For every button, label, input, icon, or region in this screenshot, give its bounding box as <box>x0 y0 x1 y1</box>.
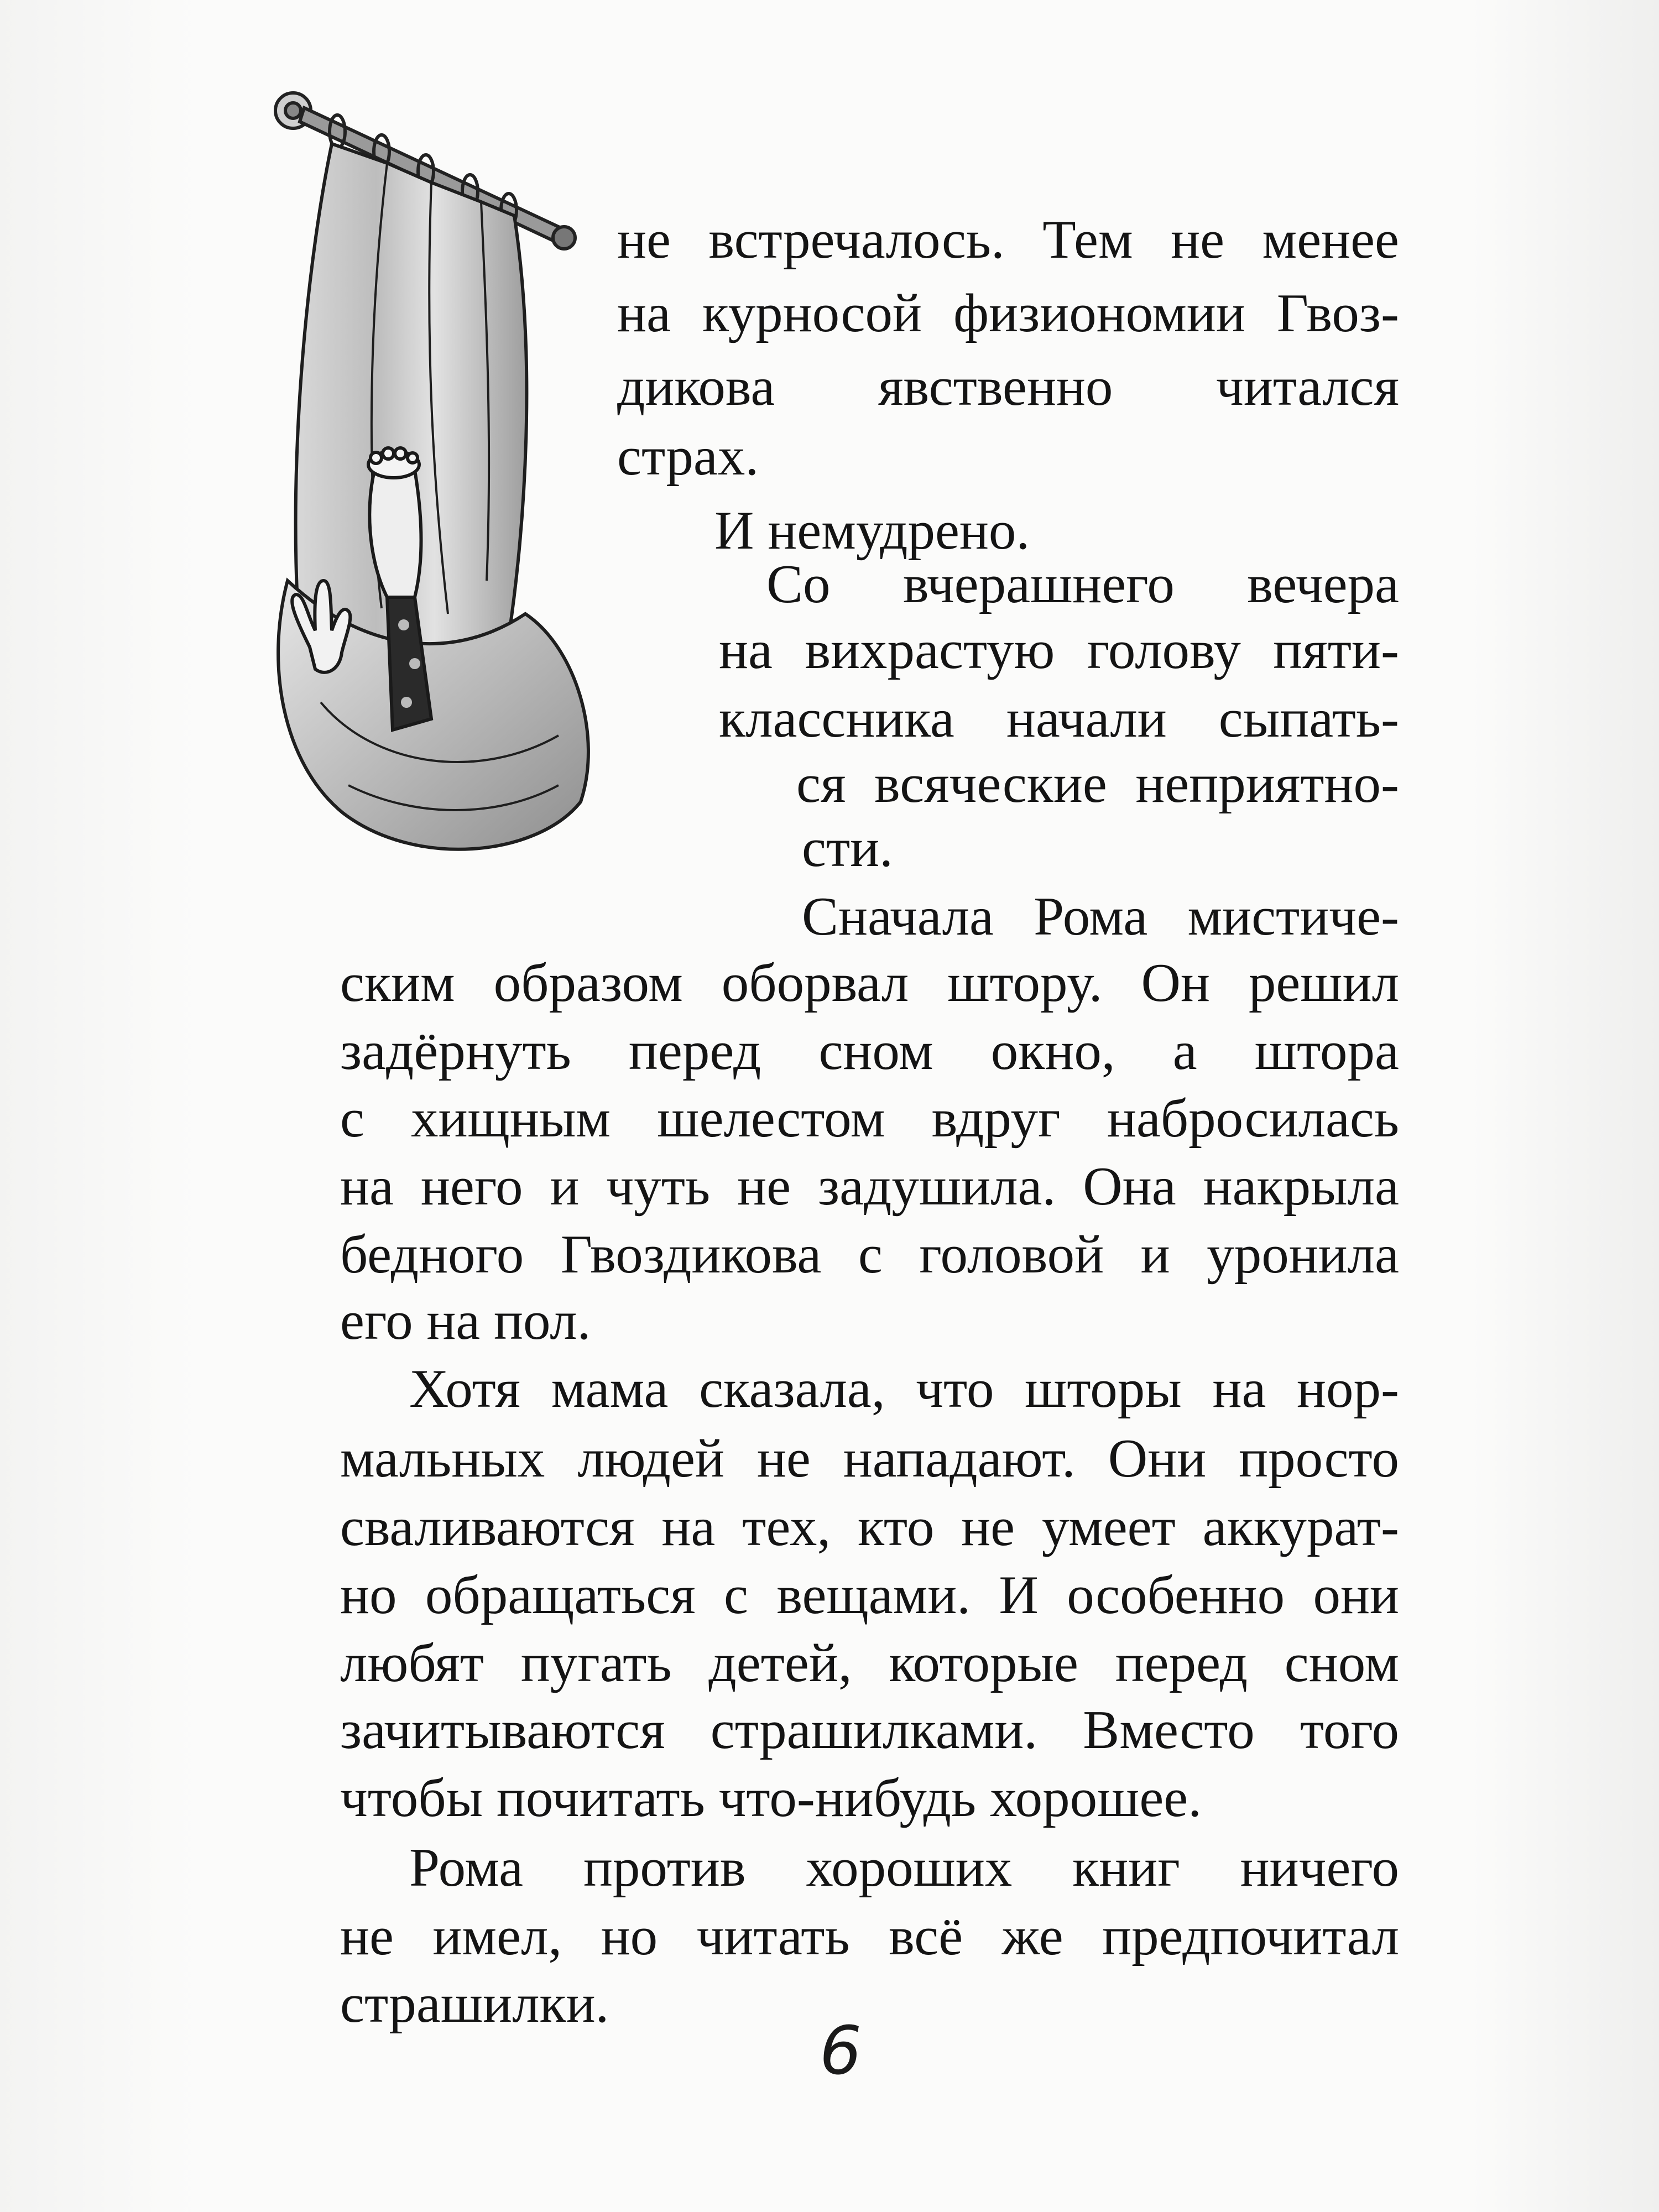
curtain <box>278 144 588 849</box>
text-line: задёрнуть перед сном окно, а штора <box>340 1021 1399 1081</box>
text-line: ся всяческие неприятно- <box>796 754 1399 814</box>
text-line: Со вчерашнего вечера <box>766 554 1399 614</box>
text-line: классника начали сыпать- <box>719 688 1399 749</box>
text-line: любят пугать детей, которые перед сном <box>340 1633 1399 1693</box>
text-line: его на пол. <box>340 1291 591 1351</box>
page-number: 6 <box>819 2013 862 2090</box>
text-line: сти. <box>802 818 893 878</box>
text-line: Хотя мама сказала, что шторы на нор- <box>409 1359 1399 1419</box>
text-line: И немудрено. <box>714 500 1030 561</box>
text-line: страх. <box>617 426 759 487</box>
page-right-shade <box>1471 0 1659 2212</box>
text-line: зачитываются страшилками. Вместо того <box>340 1700 1399 1760</box>
text-line: на курносой физиономии Гвоз- <box>617 283 1399 343</box>
text-line: Рома против хороших книг ничего <box>409 1838 1399 1898</box>
text-line: страшилки. <box>340 1974 609 2034</box>
text-line: мальных людей не нападают. Они просто <box>340 1428 1399 1489</box>
text-line: бедного Гвоздикова с головой и уронила <box>340 1224 1399 1285</box>
text-line: Сначала Рома мистиче- <box>802 886 1399 947</box>
text-line: не имел, но читать всё же предпочитал <box>340 1906 1399 1966</box>
text-line: сваливаются на тех, кто не умеет аккурат- <box>340 1497 1399 1557</box>
page-left-shade <box>0 0 199 2212</box>
text-line: ским образом оборвал штору. Он решил <box>340 953 1399 1013</box>
text-line: но обращаться с вещами. И особенно они <box>340 1565 1399 1625</box>
text-line: не встречалось. Тем не менее <box>617 210 1399 270</box>
curtain-falling-on-boy-icon <box>249 83 608 885</box>
text-line: чтобы почитать что-нибудь хорошее. <box>340 1768 1202 1828</box>
text-line: с хищным шелестом вдруг набросилась <box>340 1088 1399 1149</box>
text-line: на вихрастую голову пяти- <box>719 620 1399 680</box>
text-line: на него и чуть не задушила. Она накрыла <box>340 1156 1399 1217</box>
text-line: дикова явственно читался <box>617 357 1399 417</box>
